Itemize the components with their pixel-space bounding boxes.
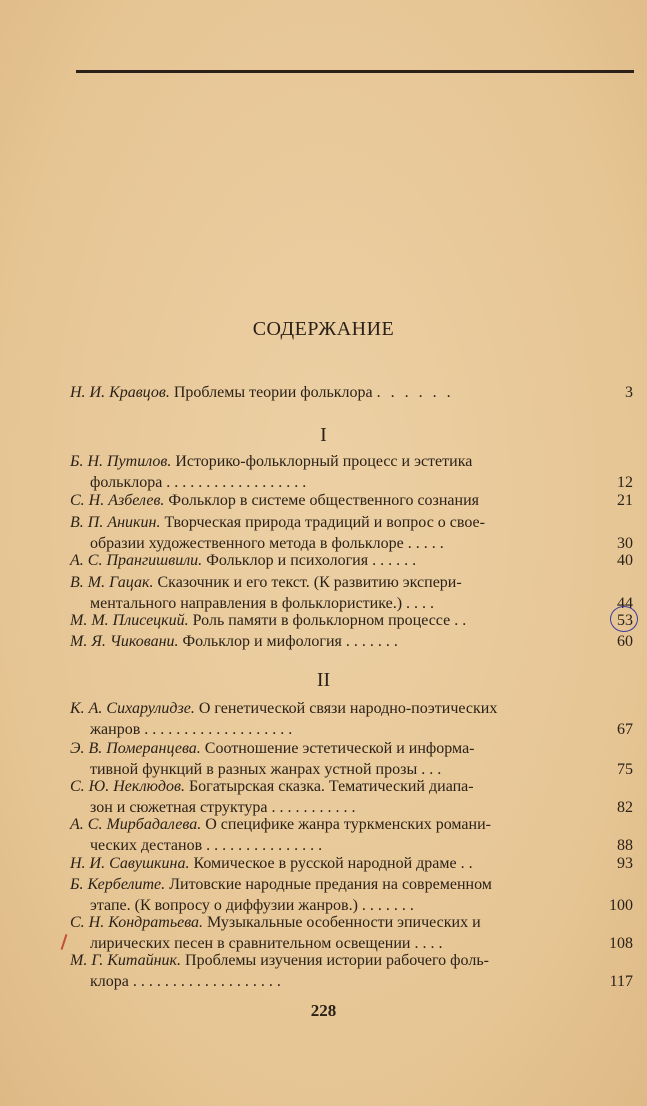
entry-page: 44 <box>617 595 633 612</box>
entry-author: Н. И. Савушкина. <box>70 855 190 872</box>
entry-title: Фольклор и психология . . . . . . <box>206 552 417 569</box>
pen-circle-mark <box>610 606 638 632</box>
entry-page: 108 <box>609 935 633 952</box>
entry-title: Творческая природа традиций и вопрос о свое- <box>164 514 485 531</box>
entry-author: Б. Н. Путилов. <box>70 453 172 470</box>
entry-title: Фольклор в системе общественного сознания <box>168 492 480 509</box>
entry-page: 53 <box>617 612 633 629</box>
entry-title-cont: зон и сюжетная структура . . . . . . . . . . . <box>90 799 356 816</box>
entry-page: 12 <box>617 474 633 491</box>
entry-title: О генетической связи народно-поэтических <box>198 700 498 717</box>
entry-leader: . . . . . . <box>376 384 454 401</box>
toc-entry[interactable] <box>70 950 633 992</box>
entry-page: 21 <box>617 492 633 509</box>
entry-title-cont: образии художественного метода в фольклоре . . . . . <box>90 535 444 552</box>
entry-title: Сказочник и его текст. (К развитию экспери- <box>157 574 462 591</box>
toc-entry[interactable] <box>70 776 633 818</box>
entry-author: А. С. Прангишвили. <box>70 552 203 569</box>
entry-author: Н. И. Кравцов. <box>70 384 170 401</box>
entry-title-cont: ментального направления в фольклористике.) . . . . <box>90 595 435 612</box>
entry-title: Фольклор и мифология . . . . . . . <box>182 633 398 650</box>
entry-page: 60 <box>617 633 633 650</box>
entry-title: Соотношение эстетической и информа- <box>204 740 475 757</box>
entry-title-cont: лирических песен в сравнительном освещении . . . . <box>90 935 443 952</box>
toc-heading: СОДЕРЖАНИЕ <box>252 318 395 340</box>
toc-entry-intro[interactable] <box>70 382 633 403</box>
entry-author: А. С. Мирбадалева. <box>70 816 202 833</box>
toc-entry[interactable] <box>70 512 633 554</box>
entry-title-cont: фольклора . . . . . . . . . . . . . . . . . . <box>90 474 307 491</box>
toc-entry[interactable] <box>70 874 633 916</box>
toc-entry[interactable] <box>70 451 633 493</box>
entry-page: 93 <box>617 855 633 872</box>
entry-page: 40 <box>617 552 633 569</box>
entry-title-cont: клора . . . . . . . . . . . . . . . . . . . <box>90 973 281 990</box>
entry-title-cont: жанров . . . . . . . . . . . . . . . . . . . <box>90 721 293 738</box>
entry-page: 117 <box>609 973 633 990</box>
entry-author: М. Г. Китайник. <box>70 952 182 969</box>
entry-title: Богатырская сказка. Тематический диапа- <box>188 778 474 795</box>
entry-title-cont: этапе. (К вопросу о диффузии жанров.) . . . . . . . <box>90 897 414 914</box>
toc-entry[interactable] <box>70 610 633 631</box>
entry-title-cont: ческих дестанов . . . . . . . . . . . . . . . <box>90 837 323 854</box>
toc-entry[interactable] <box>70 698 633 740</box>
entry-author: М. М. Плисецкий. <box>70 612 189 629</box>
entry-title-cont: тивной функций в разных жанрах устной прозы . . . <box>90 761 442 778</box>
section-heading-2: II <box>316 669 331 691</box>
entry-author: В. П. Аникин. <box>70 514 161 531</box>
toc-entry[interactable] <box>70 738 633 780</box>
entry-title: Комическое в русской народной драме . . <box>193 855 473 872</box>
entry-title: Музыкальные особенности эпических и <box>207 914 481 931</box>
page-number: 228 <box>310 1001 337 1020</box>
entry-page: 75 <box>617 761 633 778</box>
entry-title: О специфике жанра туркменских романи- <box>205 816 491 833</box>
toc-entry[interactable] <box>70 853 633 874</box>
toc-entry[interactable] <box>70 490 633 511</box>
pen-tick-mark <box>61 934 68 950</box>
toc-entry[interactable] <box>70 572 633 614</box>
section-heading-1: I <box>320 424 327 446</box>
entry-author: К. А. Сихарулидзе. <box>70 700 195 717</box>
entry-page: 67 <box>617 721 633 738</box>
entry-page: 82 <box>617 799 633 816</box>
toc-entry[interactable] <box>70 814 633 856</box>
entry-author: С. Ю. Неклюдов. <box>70 778 185 795</box>
entry-title: Историко-фольклорный процесс и эстетика <box>175 453 473 470</box>
toc-entry[interactable] <box>70 912 633 954</box>
entry-author: С. Н. Кондратьева. <box>70 914 204 931</box>
entry-author: В. М. Гацак. <box>70 574 154 591</box>
entry-title: Литовские народные предания на современном <box>169 876 492 893</box>
entry-author: С. Н. Азбелев. <box>70 492 165 509</box>
entry-page: 100 <box>609 897 633 914</box>
entry-title: Роль памяти в фольклорном процессе . . <box>192 612 467 629</box>
entry-title: Проблемы теории фольклора <box>173 384 373 401</box>
entry-author: Б. Кербелите. <box>70 876 166 893</box>
top-rule <box>76 70 634 73</box>
entry-page: 88 <box>617 837 633 854</box>
entry-author: Э. В. Померанцева. <box>70 740 201 757</box>
toc-entry[interactable] <box>70 631 633 652</box>
entry-author: М. Я. Чиковани. <box>70 633 179 650</box>
entry-page: 30 <box>617 535 633 552</box>
toc-entry[interactable] <box>70 550 633 571</box>
entry-page: 3 <box>625 384 633 401</box>
entry-title: Проблемы изучения истории рабочего фоль- <box>185 952 489 969</box>
